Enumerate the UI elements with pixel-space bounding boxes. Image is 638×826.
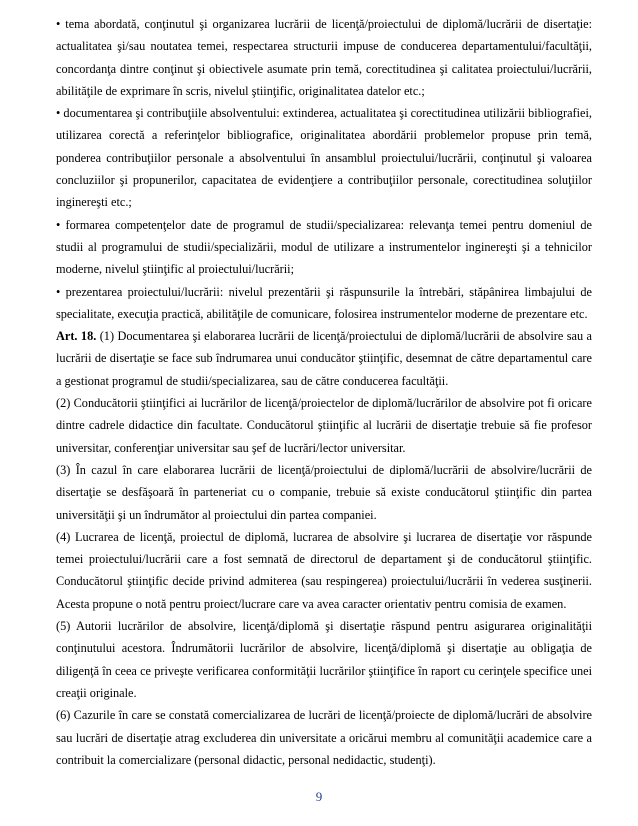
paragraph-text: • prezentarea proiectului/lucrării: nivelul prezentării şi răspunsurile la întrebări, stăpânirea limbajului de specialitate, execuţia practică, abilităţile de comunicare, folosirea instrumentelor moderne de prezentare etc. [56, 284, 592, 321]
paragraph-text: • formarea competenţelor date de programul de studii/specializarea: relevanţa temei pentru domeniul de studii al programului de studii/specializării, modul de utilizare a instrumentelor inginereşti şi a tehnicilor moderne, nivelul ştiinţific al proiectului/lucrării; [56, 217, 592, 277]
article-18-paragraph-5 [56, 615, 592, 704]
criteria-bullet-competences [56, 214, 592, 281]
paragraph-text: (2) Conducătorii ştiinţifici ai lucrărilor de licenţă/proiectelor de diplomă/lucrărilor de absolvire pot fi oricare dintre cadrele didactice din facultate. Conducătorul ştiinţific al lucrării de disertaţie trebuie să fie profesor universitar, conferenţiar universitar sau şef de lucrări/lector universitar. [56, 396, 592, 455]
paragraph-text: (4) Lucrarea de licenţă, proiectul de diplomă, lucrarea de absolvire şi lucrarea de disertaţie vor răspunde temei proiectului/lucrării care a fost semnată de directorul de departament şi de conducătorul ştiinţific. Conducătorul ştiinţific decide privind admiterea (sau respingerea) proiectului/lucrării în vederea susţinerii. Acesta propune o notă pentru proiect/lucrare care va avea caracter orientativ pentru comisia de examen. [56, 529, 592, 611]
paragraph-text: (6) Cazurile în care se constată comercializarea de lucrări de licenţă/proiecte de diplomă/lucrări de absolvire sau lucrări de disertaţie atrag excluderea din universitate a oricărui membru al comunităţii academice care a contribuit la comercializare (personal didactic, personal nedidactic, studenţi). [56, 708, 592, 767]
article-heading: Art. 18. [56, 329, 97, 344]
paragraph-text: • documentarea şi contribuţiile absolventului: extinderea, actualitatea şi corectitudinea utilizării bibliografiei, utilizarea corectă a referinţelor bibliografice, originalitatea abordării problemelor propuse prin temă, ponderea contribuţiilor personale a absolventului în ansamblul proiectului/lucrării, conţinutul şi valoarea concluziilor şi propunerilor, capacitatea de evidenţiere a contribuţiilor personale, corectitudinea soluţiilor inginereşti etc.; [56, 106, 592, 210]
document-body [56, 13, 592, 771]
paragraph-text: (1) Documentarea şi elaborarea lucrării de licenţă/proiectului de diplomă/lucrării de absolvire sau a lucrării de disertaţie se face sub îndrumarea unui conducător ştiinţific, desemnat de către departamentul care a gestionat programul de studii/specializarea, sau de către conducerea facultăţii. [56, 329, 592, 388]
paragraph-text: (3) În cazul în care elaborarea lucrării de licenţă/proiectului de diplomă/lucrării de absolvire/lucrării de disertaţie se desfăşoară în parteneriat cu o companie, trebuie să existe conducătorul ştiinţific din partea universităţii şi un îndrumător al proiectului din partea companiei. [56, 462, 592, 522]
criteria-bullet-presentation [56, 281, 592, 326]
criteria-bullet-documentation [56, 102, 592, 213]
article-18-paragraph-2 [56, 392, 592, 459]
article-18-paragraph-4 [56, 526, 592, 615]
article-18-paragraph-3 [56, 459, 592, 526]
criteria-bullet-topic [56, 13, 592, 102]
article-18-paragraph-1 [56, 325, 592, 392]
paragraph-text: • tema abordată, conţinutul şi organizarea lucrării de licenţă/proiectului de diplomă/lucrării de disertaţie: actualitatea şi/sau noutatea temei, respectarea structurii impuse de conducerea departamentului/facultăţii, concordanţa dintre conţinut şi obiectivele asumate prin temă, corectitudinea şi calitatea proiectului/lucrării, abilităţile de exprimare în scris, nivelul ştiinţific, originalitatea datelor etc.; [56, 17, 592, 98]
article-18-paragraph-6 [56, 704, 592, 771]
page-number: 9 [315, 789, 323, 804]
paragraph-text: (5) Autorii lucrărilor de absolvire, licenţă/diplomă şi disertaţie răspund pentru asigurarea originalităţii conţinutului acestora. Îndrumătorii lucrărilor de absolvire, licenţă/diplomă şi disertaţie au obligaţia de diligenţă în ceea ce priveşte verificarea conformităţii lucrărilor ştiinţifice în raport cu cerinţele specifice unei creaţii originale. [56, 619, 592, 700]
